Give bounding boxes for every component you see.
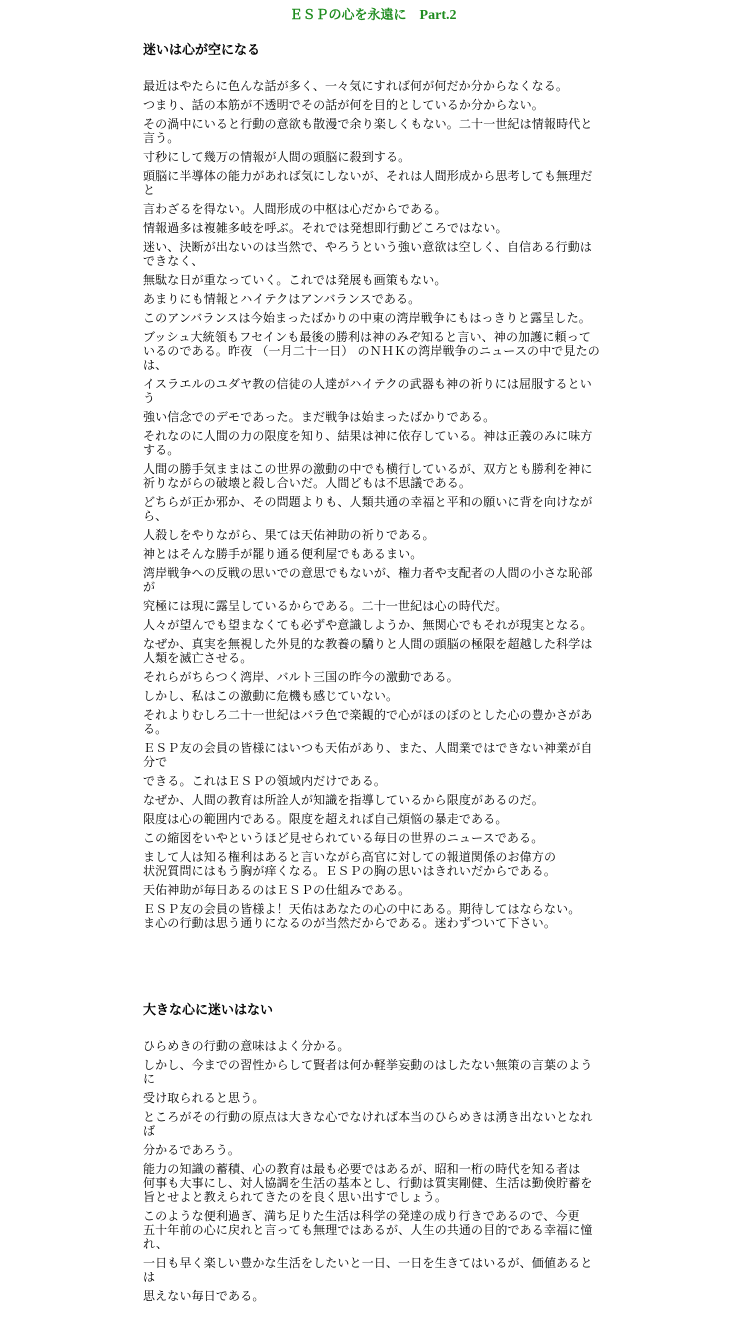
text-line: 人類を滅亡させる。 — [143, 651, 253, 665]
paragraph — [143, 1039, 603, 1053]
text-line: 五十年前の心に戻れと言っても無理ではあるが、人生の共通の目的である幸福に憧 — [143, 1223, 593, 1237]
text-line: あまりにも情報とハイテクはアンバランスである。 — [143, 292, 421, 306]
text-line: 迷い、決断が出ないのは当然で、やろうという強い意欲は空しく、自信ある行動は — [143, 240, 593, 254]
text-line: どちらが正か邪か、その問題よりも、人類共通の幸福と平和の願いに背を向けなが — [143, 495, 593, 509]
text-line: ば — [143, 1124, 156, 1138]
text-line: 状況質問にはもう胸が痒くなる。ＥＳＰの胸の思いはきれいだからである。 — [143, 864, 556, 878]
paragraph — [143, 169, 603, 197]
text-line: れ、 — [143, 1237, 169, 1251]
text-line: 最近はやたらに色んな話が多く、一々気にすれば何が何だか分からなくなる。 — [143, 79, 569, 93]
paragraph — [143, 1209, 603, 1251]
text-line: 祈りながらの破壊と殺し合いだ。人間どもは不思議である。 — [143, 476, 472, 490]
paragraph — [143, 221, 603, 235]
title-part: Part.2 — [419, 8, 457, 23]
paragraph — [143, 831, 603, 845]
text-line: 限度は心の範囲内である。限度を超えれば自己煩悩の暴走である。 — [143, 812, 508, 826]
paragraph — [143, 547, 603, 561]
paragraph — [143, 429, 603, 457]
text-line: この縮図をいやというほど見せられている毎日の世界のニュースである。 — [143, 831, 544, 845]
text-line: 頭脳に半導体の能力があれば気にしないが、それは人間形成から思考しても無理だ — [143, 169, 593, 183]
paragraph — [143, 528, 603, 542]
paragraph — [143, 566, 603, 594]
paragraph — [143, 1091, 603, 1105]
paragraph — [143, 812, 603, 826]
paragraph — [143, 377, 603, 405]
paragraph — [143, 410, 603, 424]
text-line: 人間の勝手気ままはこの世界の激動の中でも横行しているが、双方とも勝利を神に — [143, 462, 593, 476]
paragraph — [143, 330, 603, 372]
text-line: 旨とせよと教えられてきたのを良く思い出すでしょう。 — [143, 1190, 448, 1204]
paragraph — [143, 670, 603, 684]
paragraph — [143, 637, 603, 665]
paragraph — [143, 240, 603, 268]
paragraph — [143, 292, 603, 306]
paragraph — [143, 883, 603, 897]
text-line: いるのである。昨夜 （一月二十一日） のＮＨＫの湾岸戦争のニュースの中で見たの — [143, 344, 600, 358]
paragraph — [143, 741, 603, 769]
paragraph — [143, 689, 603, 703]
paragraph — [143, 117, 603, 145]
text-line: 神とはそんな勝手が罷り通る便利屋でもあるまい。 — [143, 547, 423, 561]
text-line: ブッシュ大統領もフセインも最後の勝利は神のみぞ知ると言い、神の加護に頼って — [143, 330, 591, 344]
page-title — [143, 8, 603, 24]
text-line: 能力の知識の蓄積、心の教育は最も必要ではあるが、昭和一桁の時代を知る者は — [143, 1162, 581, 1176]
paragraph — [143, 599, 603, 613]
text-line: それらがちらつく湾岸、バルト三国の昨今の激動である。 — [143, 670, 459, 684]
text-line: 天佑神助が毎日あるのはＥＳＰの仕組みである。 — [143, 883, 411, 897]
text-line: に — [143, 1072, 156, 1086]
paragraph — [143, 495, 603, 523]
text-line: 湾岸戦争への反戦の思いでの意思でもないが、権力者や支配者の人間の小さな恥部 — [143, 566, 593, 580]
text-line: 思えない毎日である。 — [143, 1289, 265, 1303]
paragraph — [143, 462, 603, 490]
text-line: が — [143, 580, 156, 594]
text-line: は — [143, 1270, 156, 1284]
text-line: このアンバランスは今始まったばかりの中東の湾岸戦争にもはっきりと露呈した。 — [143, 311, 591, 325]
text-line: 言う。 — [143, 131, 180, 145]
section-heading-2: 大きな心に迷いはない — [143, 1003, 274, 1018]
text-line: それよりむしろ二十一世紀はバラ色で楽観的で心がほのぼのとした心の豊かさがあ — [143, 708, 593, 722]
section-body-2 — [143, 1039, 603, 1303]
text-line: まして人は知る権利はあると言いながら高官に対しての報道関係のお偉方の — [143, 850, 557, 864]
paragraph — [143, 1058, 603, 1086]
text-line: しかし、私はこの激動に危機も感じていない。 — [143, 689, 399, 703]
text-line: ら、 — [143, 509, 168, 523]
paragraph — [143, 618, 603, 632]
text-line: ＥＳＰ友の会員の皆様よ！天佑はあなたの心の中にある。期待してはならない。 — [143, 902, 581, 916]
text-line: 寸秒にして幾万の情報が人間の頭脳に殺到する。 — [143, 150, 411, 164]
text-line: 何事も大事にし、対人協調を生活の基本とし、行動は質実剛健、生活は勤倹貯蓄を — [143, 1176, 593, 1190]
paragraph — [143, 1289, 603, 1303]
paragraph — [143, 774, 603, 788]
paragraph — [143, 850, 603, 878]
text-line: このような便利過ぎ、満ち足りた生活は科学の発達の成り行きであるので、今更 — [143, 1209, 580, 1223]
text-line: ところがその行動の原点は大きな心でなければ本当のひらめきは湧き出ないとなれ — [143, 1110, 593, 1124]
paragraph — [143, 79, 603, 93]
text-line: ま心の行動は思う通りになるのが当然だからである。迷わずついて下さい。 — [143, 916, 556, 930]
text-line: なぜか、真実を無視した外見的な教養の驕りと人間の頭脳の極限を超越した科学は — [143, 637, 593, 651]
paragraph — [143, 202, 603, 216]
text-line: 情報過多は複雑多岐を呼ぶ。それでは発想即行動どころではない。 — [143, 221, 508, 235]
text-line: と — [143, 183, 156, 197]
section-heading-1: 迷いは心が空になる — [143, 43, 261, 58]
paragraph — [143, 902, 603, 930]
paragraph — [143, 1162, 603, 1204]
text-line: する。 — [143, 443, 180, 457]
text-line: それなのに人間の力の限度を知り、結果は神に依存している。神は正義のみに味方 — [143, 429, 593, 443]
text-line: 究極には現に露呈しているからである。二十一世紀は心の時代だ。 — [143, 599, 508, 613]
paragraph — [143, 311, 603, 325]
paragraph — [143, 150, 603, 164]
paragraph — [143, 273, 603, 287]
section-body-1 — [143, 79, 603, 930]
paragraph — [143, 1143, 603, 1157]
text-line: しかし、今までの習性からして賢者は何か軽挙妄動のはしたない無策の言葉のよう — [143, 1058, 593, 1072]
text-line: 言わざるを得ない。人間形成の中枢は心だからである。 — [143, 202, 447, 216]
paragraph — [143, 98, 603, 112]
text-line: イスラエルのユダヤ教の信徒の人達がハイテクの武器も神の祈りには屈服するとい — [143, 377, 592, 391]
text-line: 分かるであろう。 — [143, 1143, 241, 1157]
text-line: 強い信念でのデモであった。まだ戦争は始まったばかりである。 — [143, 410, 496, 424]
text-line: できなく、 — [143, 254, 204, 268]
text-line: ＥＳＰ友の会員の皆様にはいつも天佑があり、また、人間業ではできない神業が自 — [143, 741, 593, 755]
text-line: できる。これはＥＳＰの領域内だけである。 — [143, 774, 387, 788]
text-line: は、 — [143, 358, 168, 372]
paragraph — [143, 708, 603, 736]
text-line: 人々が望んでも望まなくても必ずや意識しようか、無関心でもそれが現実となる。 — [143, 618, 593, 632]
title-main: ＥＳＰの心を永遠に — [289, 8, 407, 23]
text-line: う — [143, 391, 156, 405]
text-line: つまり、話の本筋が不透明でその話が何を目的としているか分からない。 — [143, 98, 544, 112]
text-line: る。 — [143, 722, 168, 736]
text-line: 一日も早く楽しい豊かな生活をしたいと一日、一日を生きてはいるが、価値あると — [143, 1256, 593, 1270]
text-line: 人殺しをやりながら、果ては天佑神助の祈りである。 — [143, 528, 435, 542]
text-line: なぜか、人間の教育は所詮人が知識を指導しているから限度があるのだ。 — [143, 793, 544, 807]
text-line: 分で — [143, 755, 168, 769]
paragraph — [143, 1110, 603, 1138]
text-line: ひらめきの行動の意味はよく分かる。 — [143, 1039, 350, 1053]
paragraph — [143, 793, 603, 807]
paragraph — [143, 1256, 603, 1284]
text-line: その渦中にいると行動の意欲も散漫で余り楽しくもない。二十一世紀は情報時代と — [143, 117, 593, 131]
text-line: 受け取られると思う。 — [143, 1091, 265, 1105]
text-line: 無駄な日が重なっていく。これでは発展も画策もない。 — [143, 273, 447, 287]
